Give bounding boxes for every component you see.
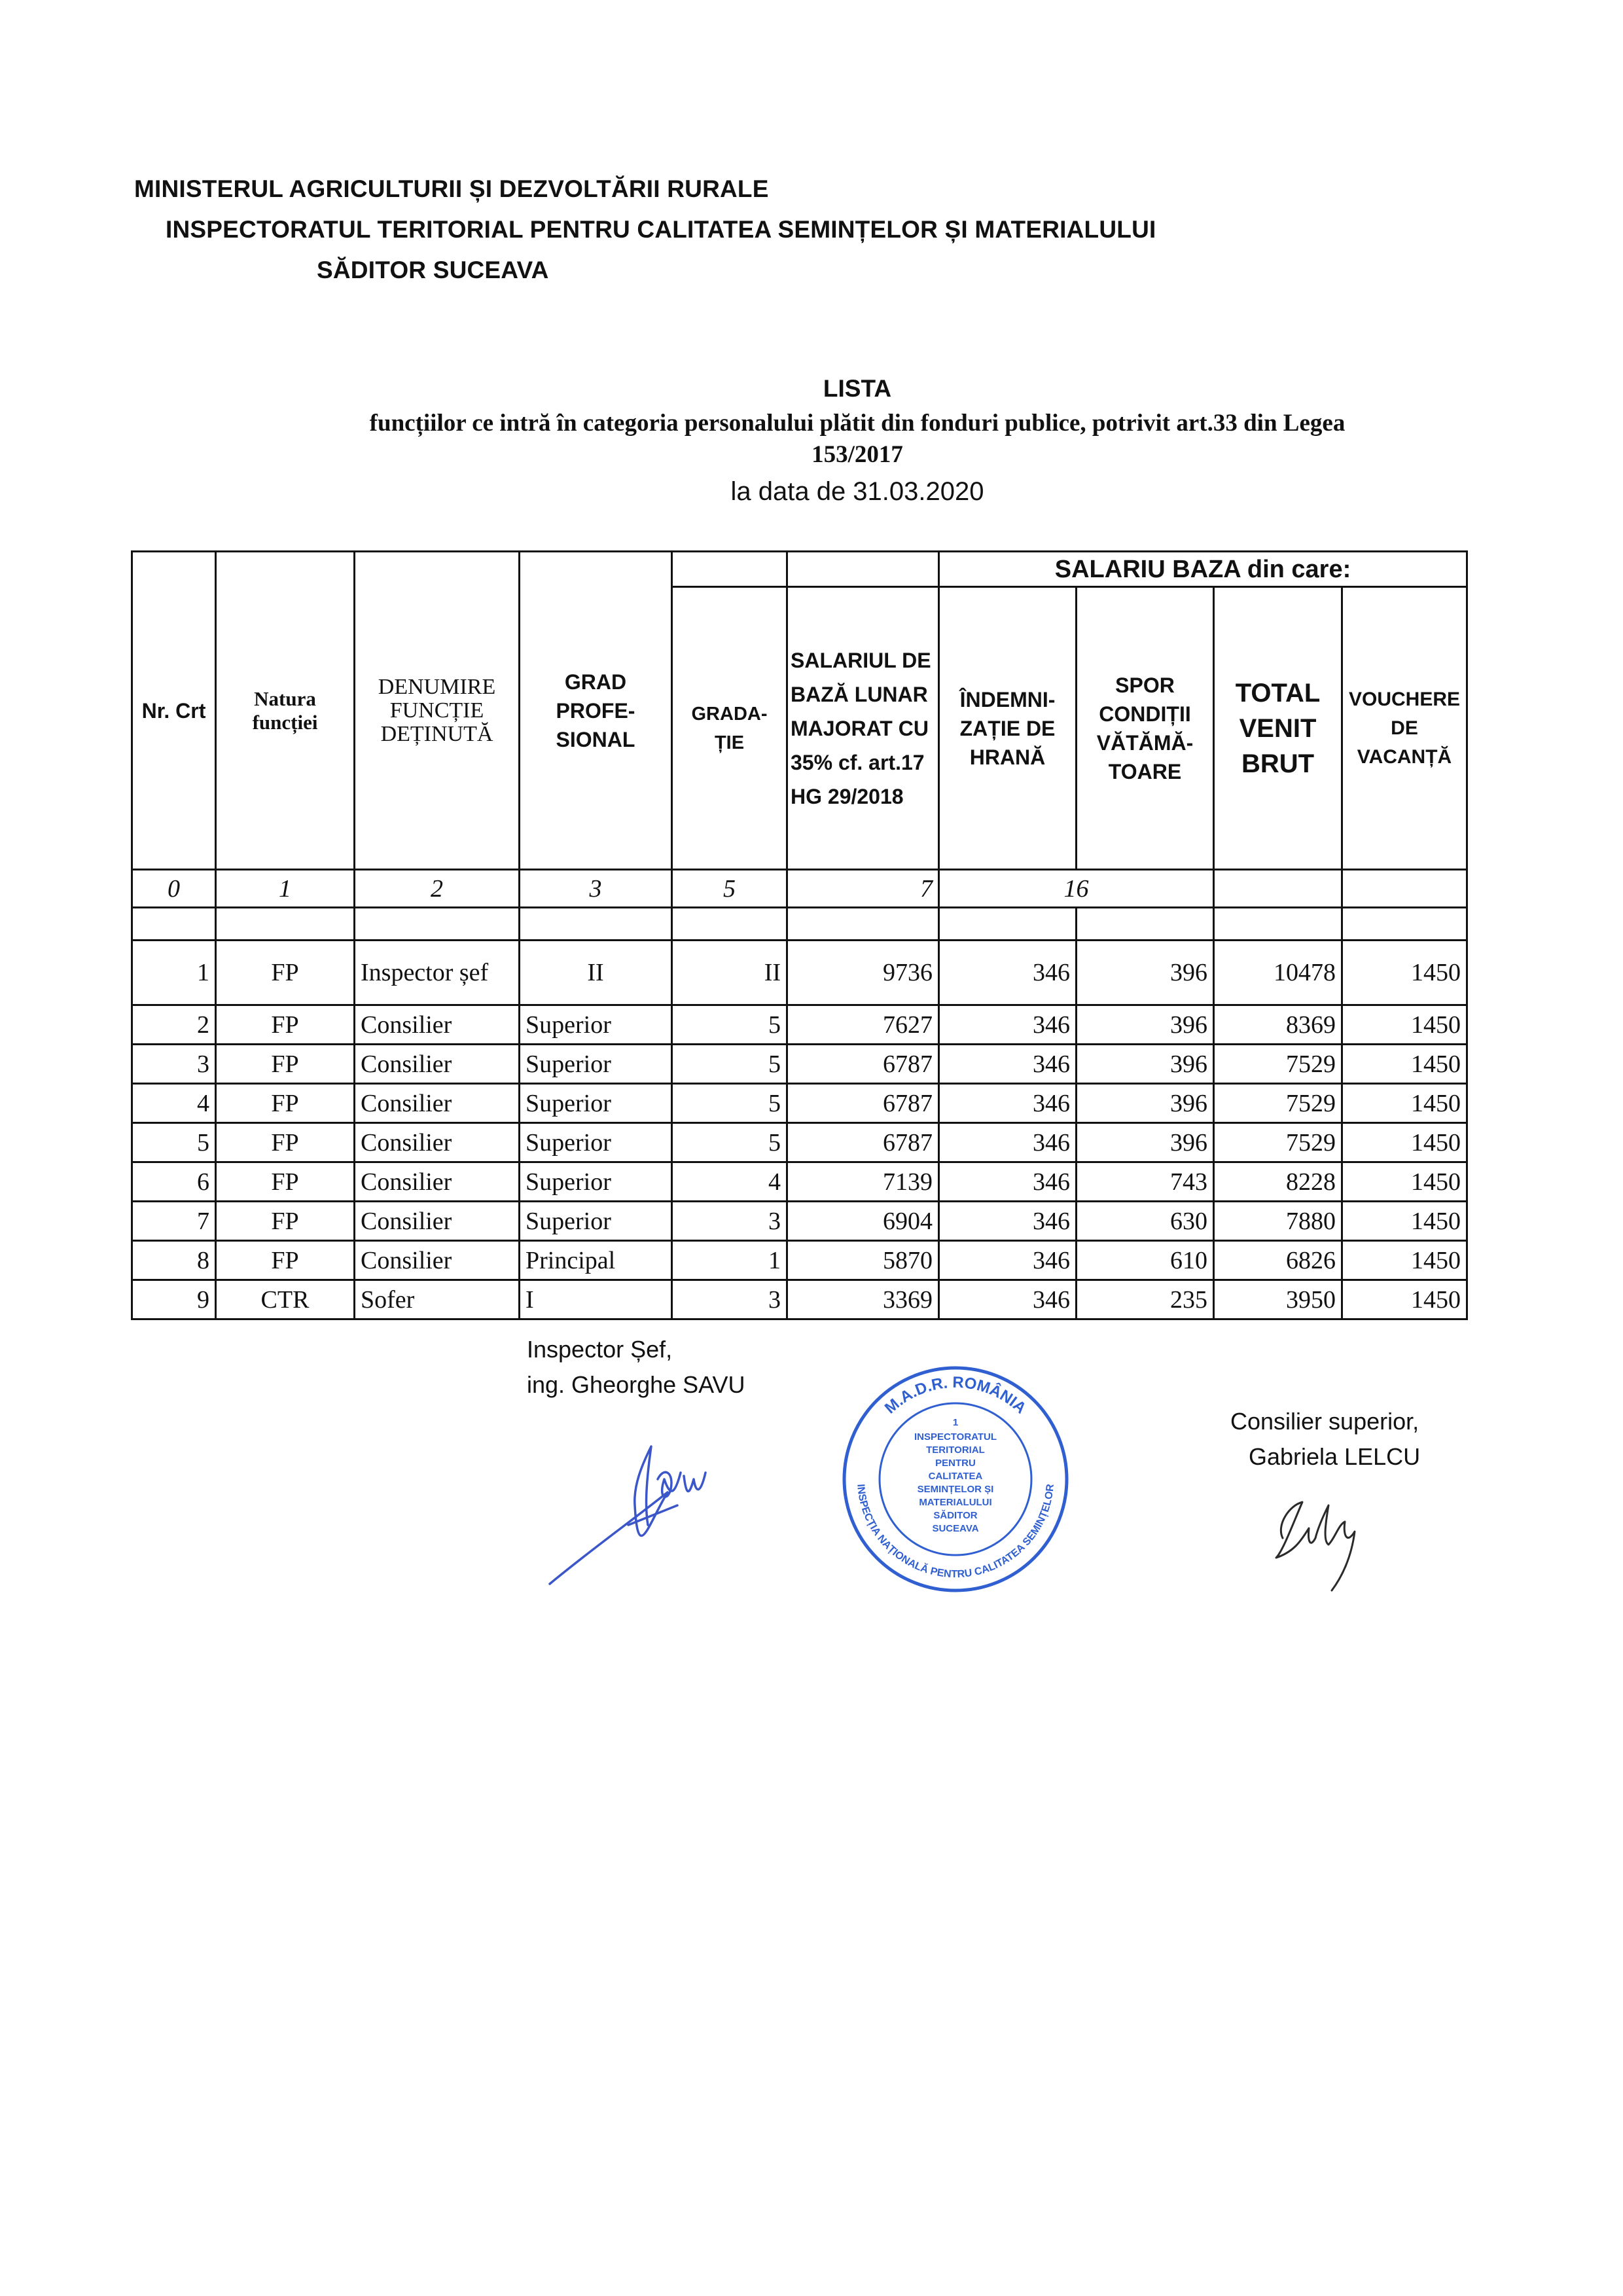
col-header-total: TOTAL VENIT BRUT xyxy=(1214,587,1342,870)
stamp-text-bottom: INSPECȚIA NAȚIONALĂ PENTRU CALITATEA SEMINȚELOR xyxy=(855,1483,1056,1581)
salary-table xyxy=(131,550,1468,1320)
col-header-indemnizatie: ÎNDEMNI-ZAȚIE DE HRANĂ xyxy=(939,587,1077,870)
table-row: 8 FP Consilier Principal 1 5870 346 610 6826 1450 xyxy=(132,1241,1467,1280)
table-row: 7 FP Consilier Superior 3 6904 346 630 7880 1450 xyxy=(132,1202,1467,1241)
group-header-salariu-baza: SALARIU BAZA din care: xyxy=(939,552,1467,587)
index-cell: 5 xyxy=(672,870,787,908)
document-title: LISTA xyxy=(823,375,892,402)
stamp-line: TERITORIAL xyxy=(926,1444,985,1456)
index-cell: 1 xyxy=(216,870,355,908)
col-header-salariul: SALARIUL DE BAZĂ LUNAR MAJORAT CU 35% cf. art.17 HG 29/2018 xyxy=(787,587,939,870)
table-row: 1 FP Inspector șef II II 9736 346 396 10478 1450 xyxy=(132,941,1467,1005)
stamp-line: 1 xyxy=(952,1417,959,1428)
index-cell: 7 xyxy=(787,870,939,908)
official-stamp xyxy=(838,1361,1073,1597)
table-row: 4 FP Consilier Superior 5 6787 346 396 7529 1450 xyxy=(132,1084,1467,1123)
inspectorate-location: SĂDITOR SUCEAVA xyxy=(317,257,549,283)
index-cell: 0 xyxy=(132,870,216,908)
stamp-line: PENTRU xyxy=(935,1458,976,1469)
index-cell: 2 xyxy=(355,870,520,908)
table-row: 5 FP Consilier Superior 5 6787 346 396 7529 1450 xyxy=(132,1123,1467,1162)
ministry-name: MINISTERUL AGRICULTURII ȘI DEZVOLTĂRII RURALE xyxy=(134,175,769,202)
stamp-line: SUCEAVA xyxy=(932,1523,979,1534)
signatory-left-name: ing. Gheorghe SAVU xyxy=(527,1371,745,1398)
document-subtitle-line1: funcțiilor ce intră în categoria personalului plătit din fonduri publice, potrivit art.33 din Legea xyxy=(369,410,1346,437)
stamp-line: CALITATEA xyxy=(928,1471,983,1482)
document-subtitle-line2: 153/2017 xyxy=(812,441,903,468)
col-header-gradatie: GRADA-ȚIE xyxy=(672,587,787,870)
stamp-line: MATERIALULUI xyxy=(919,1497,992,1508)
index-cell: 3 xyxy=(520,870,672,908)
col-header-vouchere: VOUCHERE DE VACANȚĂ xyxy=(1342,587,1467,870)
col-header-natura: Natura funcției xyxy=(216,552,355,870)
col-header-denumire: DENUMIRE FUNCȚIE DEȚINUTĂ xyxy=(355,552,520,870)
signature-left-graphic xyxy=(537,1427,759,1597)
stamp-text-top: M.A.D.R. ROMÂNIA xyxy=(881,1373,1030,1418)
signature-right-graphic xyxy=(1263,1486,1387,1597)
table-row: 2 FP Consilier Superior 5 7627 346 396 8369 1450 xyxy=(132,1005,1467,1045)
col-header-grad: GRAD PROFE-SIONAL xyxy=(520,552,672,870)
stamp-line: INSPECTORATUL xyxy=(914,1431,997,1443)
index-row xyxy=(132,870,1467,908)
col-header-spor: SPOR CONDIȚII VĂTĂMĂ-TOARE xyxy=(1077,587,1214,870)
table-row: 3 FP Consilier Superior 5 6787 346 396 7529 1450 xyxy=(132,1045,1467,1084)
col-header-nr: Nr. Crt xyxy=(132,552,216,870)
spacer-row xyxy=(132,908,1467,941)
table-row: 6 FP Consilier Superior 4 7139 346 743 8228 1450 xyxy=(132,1162,1467,1202)
stamp-line: SEMINȚELOR ȘI xyxy=(917,1484,994,1495)
document-date: la data de 31.03.2020 xyxy=(730,477,984,506)
signatory-right-name: Gabriela LELCU xyxy=(1249,1443,1421,1470)
index-cell: 16 xyxy=(939,870,1214,908)
signatory-right-title: Consilier superior, xyxy=(1230,1408,1419,1435)
inspectorate-name: INSPECTORATUL TERITORIAL PENTRU CALITATEA SEMINȚELOR ȘI MATERIALULUI xyxy=(166,216,1156,243)
table-row: 9 CTR Sofer I 3 3369 346 235 3950 1450 xyxy=(132,1280,1467,1319)
signatory-left-title: Inspector Șef, xyxy=(527,1336,673,1363)
stamp-line: SĂDITOR xyxy=(933,1510,978,1521)
